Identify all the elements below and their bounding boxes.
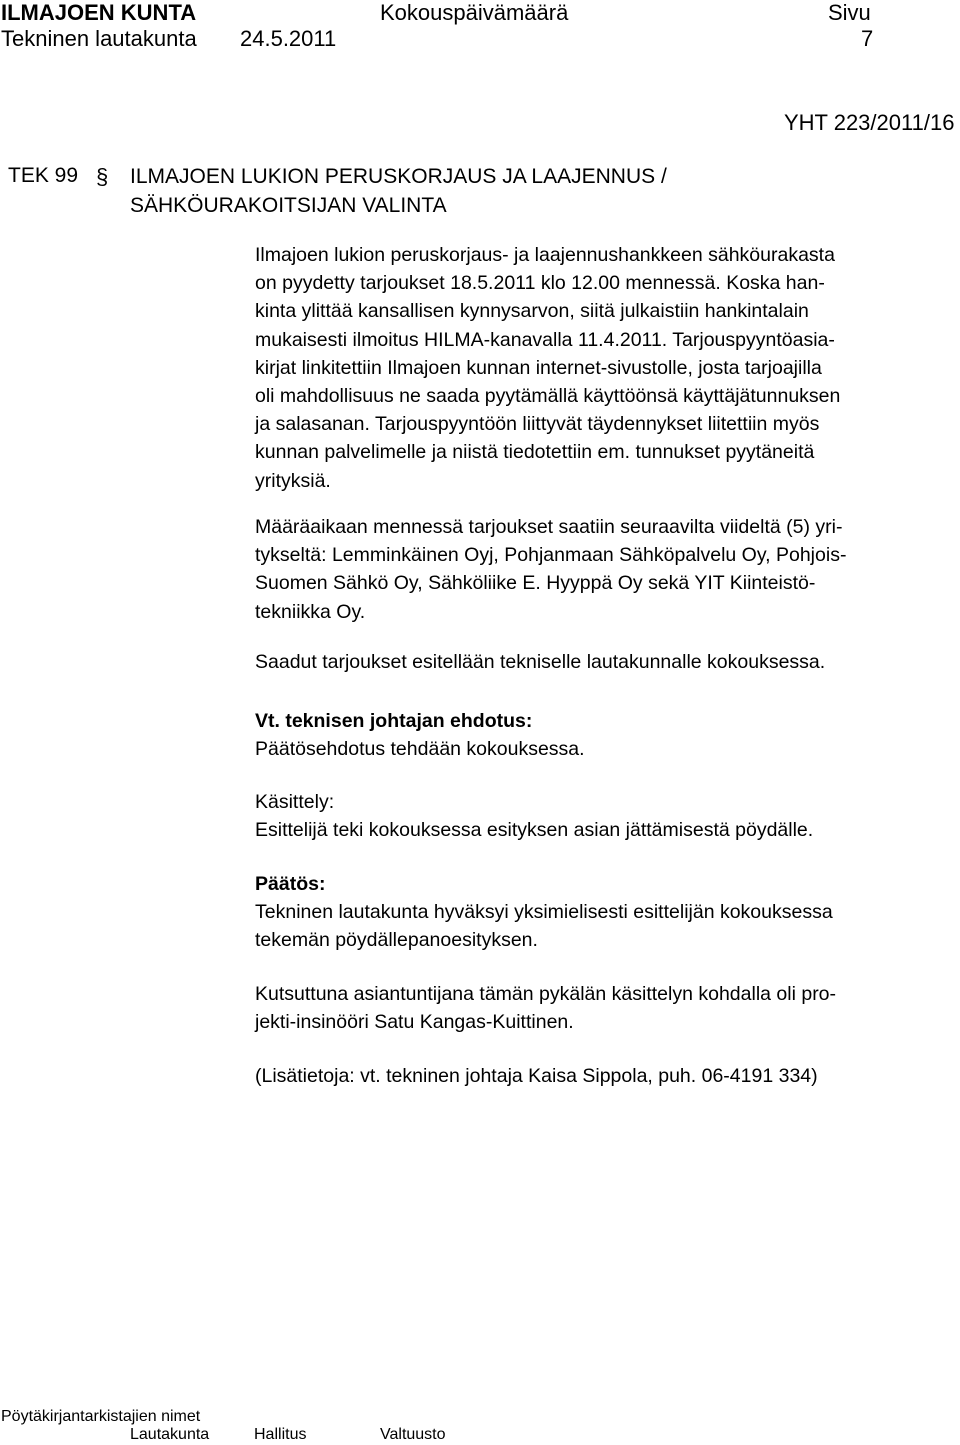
section-symbol: § [96, 164, 109, 189]
case-reference: YHT 223/2011/16 [784, 110, 955, 135]
proposal-heading: Vt. teknisen johtajan ehdotus: [255, 710, 533, 732]
decision-heading: Päätös: [255, 873, 326, 895]
paragraph-line: Määräaikaan mennessä tarjoukset saatiin seuraavilta viideltä (5) yri- [255, 516, 843, 538]
org-name: ILMAJOEN KUNTA [1, 0, 197, 25]
paragraph-line: on pyydetty tarjoukset 18.5.2011 klo 12.00 mennessä. Koska han- [255, 272, 825, 295]
expert-line: Kutsuttuna asiantuntijana tämän pykälän käsittelyn kohdalla oli pro- [255, 983, 837, 1005]
proposal-text: Päätösehdotus tehdään kokouksessa. [255, 738, 585, 761]
meeting-date-label: Kokouspäivämäärä [380, 0, 569, 25]
section-title-line-1: ILMAJOEN LUKION PERUSKORJAUS JA LAAJENNUS / [130, 165, 667, 188]
footer-body-valtuusto: Valtuusto [380, 1426, 446, 1443]
paragraph-line: mukaisesti ilmoitus HILMA-kanavalla 11.4.2011. Tarjouspyyntöasia- [255, 328, 835, 351]
decision-line: Tekninen lautakunta hyväksyi yksimielisesti esittelijän kokouksessa [255, 901, 833, 924]
page-label: Sivu [828, 0, 871, 25]
presentation-paragraph [255, 648, 955, 676]
meeting-date: 24.5.2011 [240, 26, 337, 51]
expert-block [255, 980, 955, 1036]
paragraph-line: Ilmajoen lukion peruskorjaus- ja laajennushankkeen sähköurakasta [255, 244, 835, 266]
expert-line: jekti-insinööri Satu Kangas-Kuittinen. [255, 1011, 574, 1034]
handling-text: Esittelijä teki kokouksessa esityksen asian jättämisestä pöydälle. [255, 819, 814, 842]
background-paragraph [255, 241, 955, 495]
handling-heading: Käsittely: [255, 791, 335, 813]
paragraph-line: kinta ylittää kansallisen kynnysarvon, siitä julkaistiin hankintalain [255, 300, 809, 323]
info-line: (Lisätietoja: vt. tekninen johtaja Kaisa Sippola, puh. 06-4191 334) [255, 1065, 818, 1087]
bids-paragraph [255, 513, 955, 626]
paragraph-line: oli mahdollisuus ne saada pyytämällä käyttöönsä käyttäjätunnuksen [255, 385, 841, 408]
paragraph-line: Saadut tarjoukset esitellään tekniselle lautakunnalle kokouksessa. [255, 651, 826, 673]
paragraph-line: tekniikka Oy. [255, 600, 366, 623]
page-number: 7 [861, 26, 874, 51]
paragraph-line: Suomen Sähkö Oy, Sähköliike E. Hyyppä Oy sekä YIT Kiinteistö- [255, 572, 816, 595]
footer-checkers-label: Pöytäkirjantarkistajien nimet [1, 1408, 201, 1425]
decision-line: tekemän pöydällepanoesityksen. [255, 929, 538, 952]
paragraph-line: yrityksiä. [255, 469, 331, 492]
footer-body-hallitus: Hallitus [254, 1426, 307, 1443]
info-block [255, 1062, 955, 1090]
paragraph-line: kirjat linkitettiin Ilmajoen kunnan internet-sivustolle, josta tarjoajilla [255, 356, 822, 379]
board-name: Tekninen lautakunta [1, 26, 197, 51]
decision-block [255, 870, 955, 955]
handling-block [255, 788, 955, 844]
paragraph-line: ja salasanan. Tarjouspyyntöön liittyvät täydennykset liitettiin myös [255, 413, 820, 436]
paragraph-line: tykseltä: Lemminkäinen Oyj, Pohjanmaan Sähköpalvelu Oy, Pohjois- [255, 544, 847, 567]
section-title-line-2: SÄHKÖURAKOITSIJAN VALINTA [130, 194, 447, 217]
case-number: TEK 99 [8, 164, 79, 187]
paragraph-line: kunnan palvelimelle ja niistä tiedotettiin em. tunnukset pyytäneitä [255, 441, 815, 464]
footer-body-lautakunta: Lautakunta [130, 1426, 210, 1443]
proposal-block [255, 707, 955, 763]
